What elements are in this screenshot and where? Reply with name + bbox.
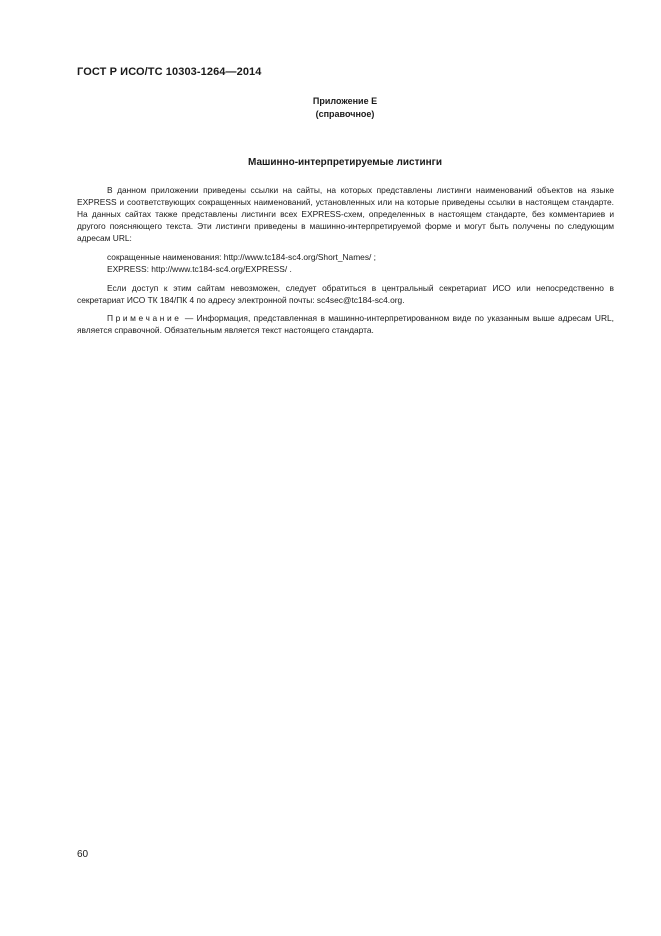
short-names-url[interactable]: http://www.tc184-sc4.org/Short_Names/ ; — [223, 252, 377, 262]
url-list-item-express — [77, 263, 614, 275]
note-label: Примечание — [107, 313, 182, 323]
express-label: EXPRESS: — [107, 264, 149, 274]
intro-text: В данном приложении приведены ссылки на сайты, на которых представлены листинги наименований объектов на языке EXPRESS и соответствующих сокращенных наименований, установленных или на которые приведены ссылки в настоящем стандарте. На данных сайтах также представлены листинги всех EXPRESS-схем, определенных в настоящем стандарте, без комментариев и другого поясняющего текста. Эти листинги приведены в машинно-интерпретируемой форме и могут быть получены по следующим адресам URL: — [77, 185, 614, 243]
appendix-subtitle: (справочное) — [315, 109, 375, 119]
url-list-item-short-names — [77, 251, 614, 263]
section-title: Машинно-интерпретируемые листинги — [248, 157, 442, 168]
page-number: 60 — [77, 849, 89, 860]
note-text: — Информация, представленная в машинно-интерпретированном виде по указанным выше адресам URL, является справочной. Обязательным является текст настоящего стандарта. — [77, 313, 614, 335]
intro-paragraph — [77, 184, 614, 244]
appendix-title: Приложение Е — [312, 96, 378, 106]
standard-code-header: ГОСТ Р ИСО/ТС 10303-1264—2014 — [77, 66, 262, 78]
url-list — [77, 251, 614, 275]
note-paragraph — [77, 312, 614, 336]
appendix-heading — [240, 95, 450, 121]
contact-paragraph — [77, 282, 614, 306]
contact-text: Если доступ к этим сайтам невозможен, следует обратиться в центральный секретариат ИСО или непосредственно в секретариат ИСО ТК 184/ПК 4 по адресу электронной почты: sc4sec@tc184-sc4.org. — [77, 283, 614, 305]
express-url[interactable]: http://www.tc184-sc4.org/EXPRESS/ . — [151, 264, 292, 274]
short-names-label: сокращенные наименования: — [107, 252, 222, 262]
